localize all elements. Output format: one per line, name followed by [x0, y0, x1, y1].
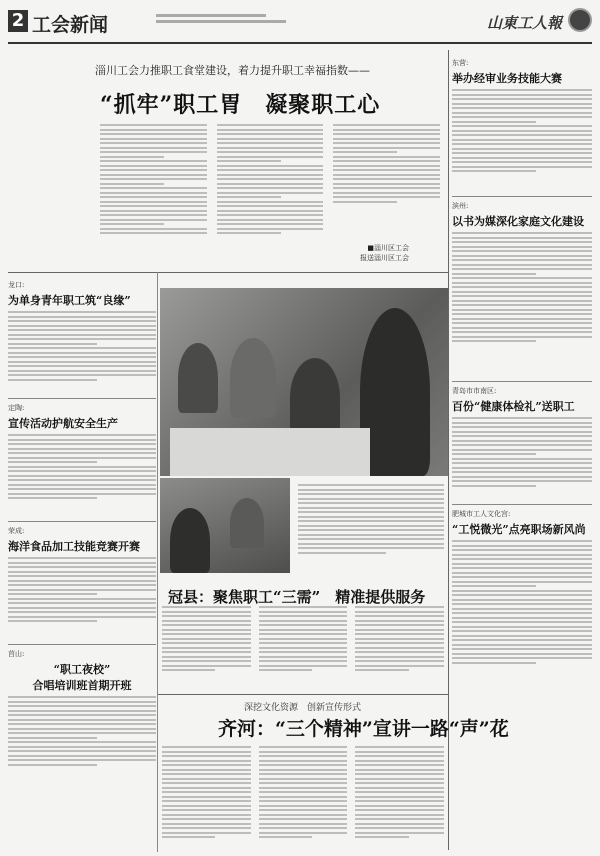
- emblem-icon: [568, 8, 592, 32]
- lead-kicker: 淄川工会力推职工食堂建设，着力提升职工幸福指数——: [95, 64, 370, 77]
- masthead: [8, 6, 592, 44]
- divider: [157, 272, 158, 852]
- news-brief: 定陶: 宣传活动护航安全生产: [8, 399, 156, 521]
- person-figure: [360, 308, 430, 476]
- lead-headline: “抓牢”职工胃 凝聚职工心: [100, 92, 381, 118]
- brief-headline: 以书为媒深化家庭文化建设: [452, 215, 584, 228]
- divider: [158, 694, 448, 695]
- page-number: 2: [8, 10, 28, 32]
- lead-body: [100, 124, 440, 234]
- news-brief: 荣成: 海洋食品加工技能竞赛开赛: [8, 522, 156, 644]
- brief-headline: 为单身青年职工筑“良缘”: [8, 294, 131, 307]
- brief-headline: “职工夜校” 合唱培训班首期开班: [32, 663, 132, 692]
- feature-body: [162, 606, 444, 671]
- news-brief: 肥城市工人文化宫: “工悦微光”点亮职场新风尚: [452, 505, 592, 664]
- brief-headline: “工悦微光”点亮职场新风尚: [452, 523, 586, 536]
- news-brief: 莒山: “职工夜校” 合唱培训班首期开班: [8, 645, 156, 766]
- person-figure: [170, 508, 210, 573]
- person-figure: [290, 358, 340, 438]
- bottom-headline: 齐河：“三个精神”宣讲一路“声”花: [218, 718, 509, 740]
- feature-headline: 冠县：聚焦职工“三需” 精准提供服务: [168, 588, 426, 606]
- photo-caption: [294, 478, 448, 573]
- person-figure: [230, 498, 264, 548]
- table: [170, 428, 370, 476]
- brief-headline: 百份“健康体检礼”送职工: [452, 400, 575, 413]
- right-column: [452, 58, 592, 664]
- section-title: 工会新闻: [32, 14, 109, 36]
- brief-headline: 宣传活动护航安全生产: [8, 417, 118, 430]
- brief-headline: 海洋食品加工技能竞赛开赛: [8, 540, 140, 553]
- person-figure: [230, 338, 276, 418]
- secondary-photo: [160, 478, 290, 573]
- main-photo: [160, 288, 448, 476]
- left-column: [8, 280, 156, 766]
- brief-headline: 举办经审业务技能大赛: [452, 72, 562, 85]
- news-brief: 东营: 举办经审业务技能大赛: [452, 58, 592, 196]
- news-brief: 滨州: 以书为媒深化家庭文化建设: [452, 197, 592, 381]
- bottom-body: [162, 746, 444, 838]
- edition-info: [156, 11, 286, 23]
- newspaper-logo: 山東工人報: [486, 14, 562, 32]
- lead-credit: ■淄川区工会 报送淄川区工会: [360, 244, 409, 262]
- bottom-kicker: 深挖文化资源 创新宣传形式: [244, 703, 362, 713]
- person-figure: [178, 343, 218, 413]
- news-brief: 龙口: 为单身青年职工筑“良缘”: [8, 280, 156, 398]
- divider: [8, 272, 448, 273]
- news-brief: 青岛市市南区: 百份“健康体检礼”送职工: [452, 382, 592, 504]
